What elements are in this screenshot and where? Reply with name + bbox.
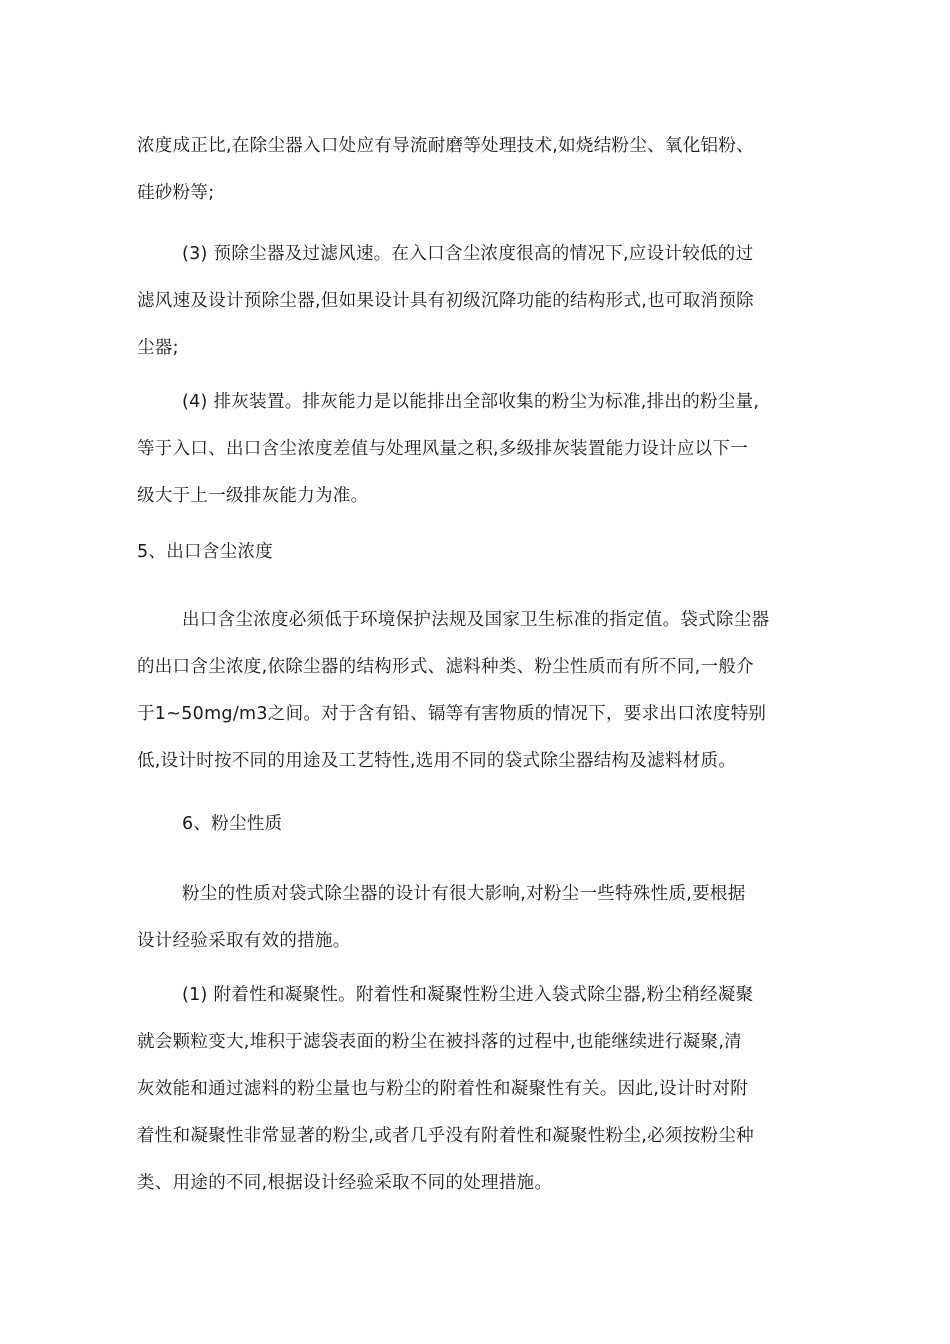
text-line: 硅砂粉等; — [137, 183, 215, 203]
text-line: 低,设计时按不同的用途及工艺特性,选用不同的袋式除尘器结构及滤料材质。 — [137, 751, 737, 771]
text-line: 设计经验采取有效的措施。 — [137, 931, 351, 951]
text-line: 浓度成正比,在除尘器入口处应有导流耐磨等处理技术,如烧结粉尘、氧化铝粉、 — [137, 136, 754, 156]
text-line: 灰效能和通过滤料的粉尘量也与粉尘的附着性和凝聚性有关。因此,设计时对附 — [137, 1079, 749, 1099]
text-line: 滤风速及设计预除尘器,但如果设计具有初级沉降功能的结构形式,也可取消预除 — [137, 291, 754, 311]
section-heading-5: 5、出口含尘浓度 — [137, 542, 274, 562]
text-line: 类、用途的不同,根据设计经验采取不同的处理措施。 — [137, 1173, 553, 1193]
paragraph-4-line: (4) 排灰装置。排灰能力是以能排出全部收集的粉尘为标准,排出的粉尘量, — [182, 392, 760, 412]
text-line: 等于入口、出口含尘浓度差值与处理风量之积,多级排灰装置能力设计应以下一 — [137, 439, 749, 459]
text-line: 于1~50mg/m3之间。对于含有铅、镉等有害物质的情况下，要求出口浓度特别 — [137, 704, 767, 724]
paragraph-3-line: (3) 预除尘器及过滤风速。在入口含尘浓度很高的情况下,应设计较低的过 — [182, 244, 754, 264]
text-line: 着性和凝聚性非常显著的粉尘,或者几乎没有附着性和凝聚性粉尘,必须按粉尘种 — [137, 1126, 754, 1146]
text-line: 就会颗粒变大,堆积于滤袋表面的粉尘在被抖落的过程中,也能继续进行凝聚,清 — [137, 1032, 742, 1052]
paragraph-line: 粉尘的性质对袋式除尘器的设计有很大影响,对粉尘一些特殊性质,要根据 — [182, 884, 746, 904]
paragraph-line: 出口含尘浓度必须低于环境保护法规及国家卫生标准的指定值。袋式除尘器 — [182, 610, 770, 630]
section-heading-6: 6、粉尘性质 — [182, 814, 283, 834]
paragraph-1-line: (1) 附着性和凝聚性。附着性和凝聚性粉尘进入袋式除尘器,粉尘稍经凝聚 — [182, 985, 754, 1005]
text-line: 尘器; — [137, 338, 179, 358]
text-line: 级大于上一级排灰能力为准。 — [137, 486, 369, 506]
text-line: 的出口含尘浓度,依除尘器的结构形式、滤料种类、粉尘性质而有所不同,一般介 — [137, 657, 754, 677]
